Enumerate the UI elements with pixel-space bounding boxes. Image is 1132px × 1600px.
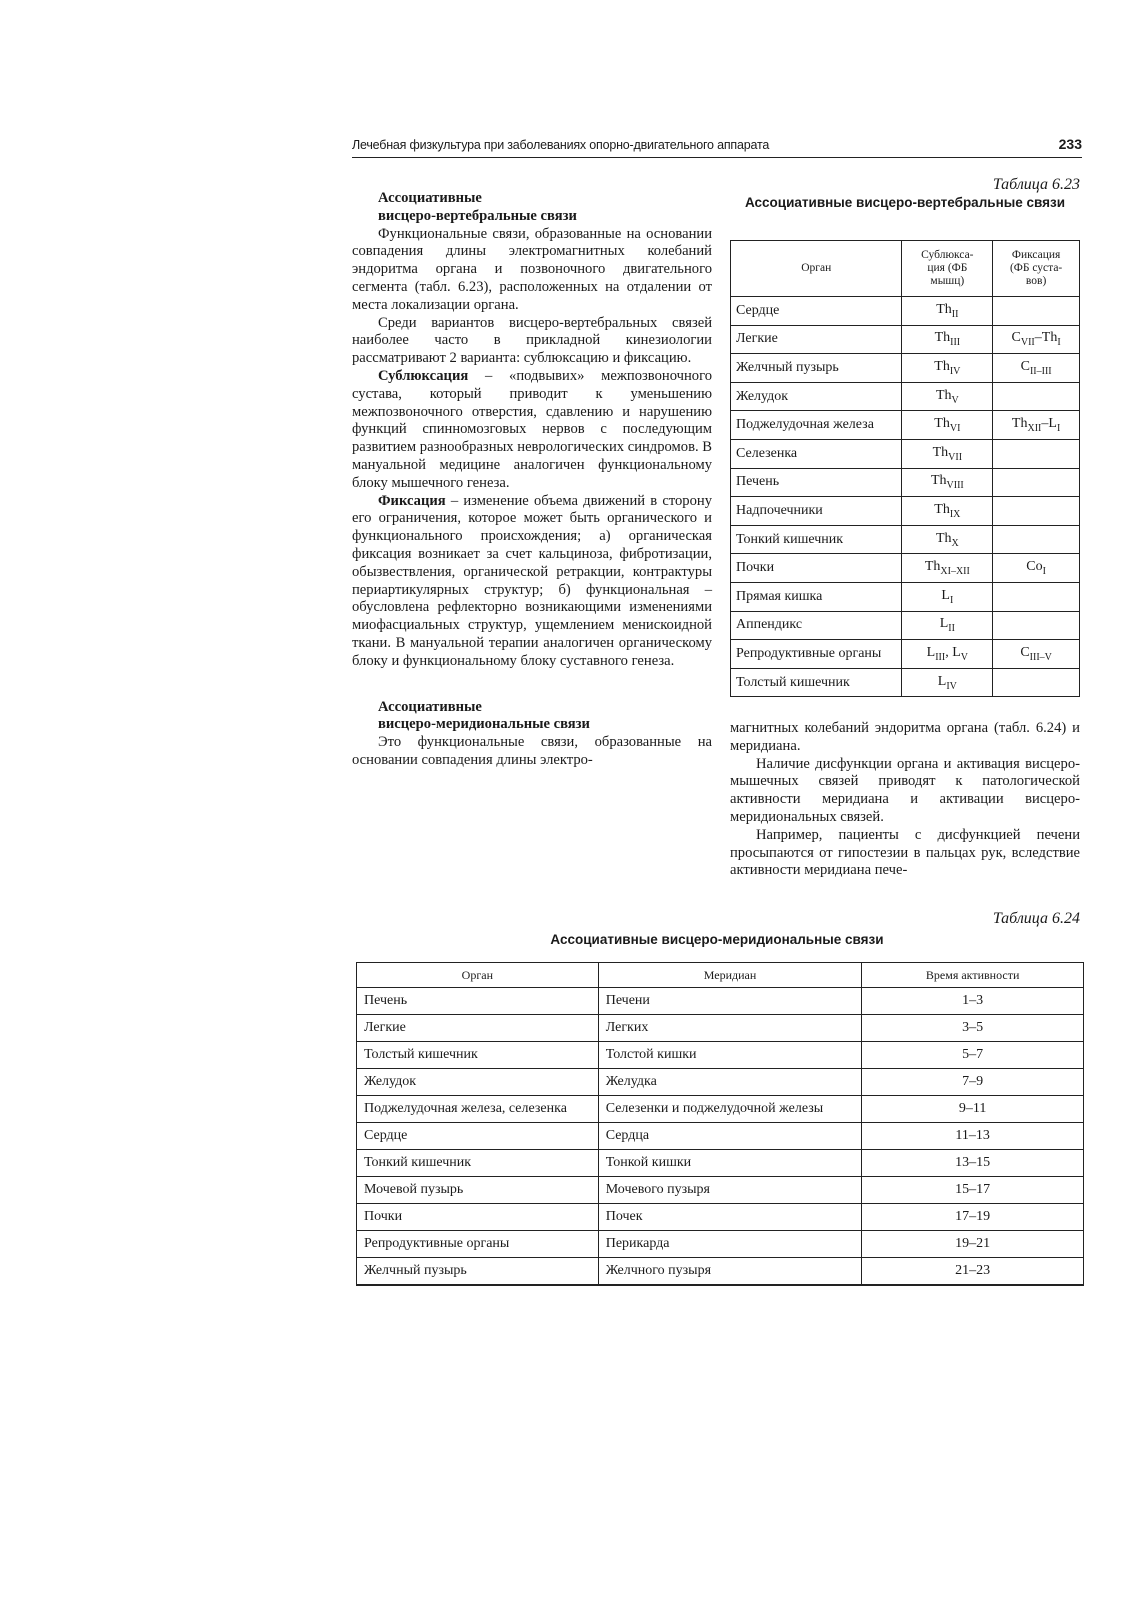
organ-cell: Тонкий кишечник — [731, 525, 902, 554]
fixation-cell: $C_{III-V}$ — [993, 640, 1080, 669]
subluxation-cell: $Th_V$ — [902, 382, 993, 411]
paragraph: Фиксация – изменение объема движений в сторону его ограничения, которое может быть органического и функционального происхождения; а) органическая фиксация возникает за счет кальциноза, фибротизации, обызвествления, органической ретракции, контрактуры периартикулярных структур; б) функциональная – обусловлена рефлекторно возникающими изменениями миофасциальных структур, ущемлением менискоидной ткани. В мануальной терапии аналогичен органическому блоку и функциональному блоку суставного генеза. — [352, 492, 712, 669]
header-organ: Орган — [357, 963, 599, 988]
table-row — [731, 582, 1080, 611]
meridian-cell: Селезенки и поджелудочной железы — [598, 1096, 862, 1123]
fixation-cell — [993, 468, 1080, 497]
activity-time-cell: 17–19 — [862, 1204, 1084, 1231]
table-row — [731, 411, 1080, 440]
organ-cell: Мочевой пузырь — [357, 1177, 599, 1204]
table-row — [357, 1015, 1084, 1042]
running-header — [352, 136, 1082, 158]
header-organ: Орган — [731, 241, 902, 297]
organ-cell: Поджелудочная железа — [731, 411, 902, 440]
table-6-24-caption: Таблица 6.24 — [992, 910, 1080, 927]
table-row — [731, 611, 1080, 640]
meridian-cell: Печени — [598, 988, 862, 1015]
fixation-cell — [993, 439, 1080, 468]
meridian-cell: Легких — [598, 1015, 862, 1042]
subluxation-cell: $L_I$ — [902, 582, 993, 611]
activity-time-cell: 9–11 — [862, 1096, 1084, 1123]
activity-time-cell: 3–5 — [862, 1015, 1084, 1042]
table-6-23-caption: Таблица 6.23 — [992, 176, 1080, 193]
table-row — [357, 1150, 1084, 1177]
table-6-24 — [356, 962, 1084, 1286]
header-activity-time: Время активности — [862, 963, 1084, 988]
organ-cell: Желудок — [731, 382, 902, 411]
meridian-cell: Желчного пузыря — [598, 1258, 862, 1285]
subluxation-cell: $Th_{VII}$ — [902, 439, 993, 468]
subluxation-cell: $L_{IV}$ — [902, 668, 993, 697]
table-row — [731, 382, 1080, 411]
table-header-row — [357, 963, 1084, 988]
organ-cell: Прямая кишка — [731, 582, 902, 611]
organ-cell: Почки — [357, 1204, 599, 1231]
organ-cell: Сердце — [731, 297, 902, 326]
subluxation-cell: $L_{III}$, $L_V$ — [902, 640, 993, 669]
page-number: 233 — [1058, 136, 1082, 152]
organ-cell: Репродуктивные органы — [357, 1231, 599, 1258]
activity-time-cell: 5–7 — [862, 1042, 1084, 1069]
meridian-cell: Мочевого пузыря — [598, 1177, 862, 1204]
fixation-cell — [993, 525, 1080, 554]
subluxation-cell: $Th_{IX}$ — [902, 497, 993, 526]
table-row — [731, 525, 1080, 554]
table-row — [357, 1096, 1084, 1123]
paragraph: магнитных колебаний эндоритма органа (табл. 6.24) и меридиана. — [730, 720, 1080, 754]
paragraph: Функциональные связи, образованные на основании совпадения длины электромагнитных колебаний эндоритма органа и позвоночного двигательного сегмента (табл. 6.23), расположенных на отдалении от места локализации органа. — [352, 225, 712, 313]
paragraph: Наличие дисфункции органа и активация висцеро-мышечных связей приводят к патологической активности меридиана и активации висцеро-меридиональных связей. — [730, 755, 1080, 825]
table-row — [731, 297, 1080, 326]
fixation-cell: $C_{VII}-Th_I$ — [993, 325, 1080, 354]
organ-cell: Репродуктивные органы — [731, 640, 902, 669]
table-row — [731, 325, 1080, 354]
paragraph: Среди вариантов висцеро-вертебральных связей наиболее часто в прикладной кинезиологии рассматривают 2 варианта: сублюксацию и фиксацию. — [352, 314, 712, 367]
table-row — [357, 1069, 1084, 1096]
fixation-cell — [993, 297, 1080, 326]
running-header-title: Лечебная физкультура при заболеваниях опорно-двигательного аппарата — [352, 138, 770, 152]
fixation-cell — [993, 382, 1080, 411]
paragraph: Сублюксация – «подвывих» межпозвоночного сустава, который приводит к уменьшению межпозвоночного отверстия, сдавлению и нарушению функций спинномозговых нервов с последующим развитием разнообразных неврологических синдромов. В мануальной медицине аналогичен функциональному блоку мышечного генеза. — [352, 367, 713, 491]
header-subluxation: Сублюкса- ция (ФБ мышц) — [902, 241, 993, 297]
table-row — [357, 1258, 1084, 1285]
meridian-cell: Сердца — [598, 1123, 862, 1150]
organ-cell: Печень — [731, 468, 902, 497]
subluxation-cell: $Th_{XI-XII}$ — [902, 554, 993, 583]
meridian-cell: Желудка — [598, 1069, 862, 1096]
organ-cell: Сердце — [357, 1123, 599, 1150]
table-row — [357, 1042, 1084, 1069]
table-row — [731, 468, 1080, 497]
organ-cell: Толстый кишечник — [357, 1042, 599, 1069]
fixation-cell: $C_{II-III}$ — [993, 354, 1080, 383]
activity-time-cell: 1–3 — [862, 988, 1084, 1015]
organ-cell: Почки — [731, 554, 902, 583]
table-row — [731, 668, 1080, 697]
table-6-23-title: Ассоциативные висцеро-вертебральные связи — [744, 195, 1066, 210]
subluxation-cell: $Th_{IV}$ — [902, 354, 993, 383]
table-header-row — [731, 241, 1080, 297]
section-heading-vertebral: Ассоциативные висцеро-вертебральные связи — [378, 190, 577, 224]
table-row — [731, 439, 1080, 468]
table-row — [357, 988, 1084, 1015]
table-6-23 — [730, 240, 1080, 697]
organ-cell: Легкие — [731, 325, 902, 354]
table-6-24-title: Ассоциативные висцеро-меридиональные связи — [550, 932, 884, 947]
fixation-cell — [993, 611, 1080, 640]
activity-time-cell: 19–21 — [862, 1231, 1084, 1258]
table-row — [357, 1123, 1084, 1150]
table-row — [357, 1177, 1084, 1204]
table-row — [731, 354, 1080, 383]
organ-cell: Желчный пузырь — [731, 354, 902, 383]
organ-cell: Желудок — [357, 1069, 599, 1096]
table-row — [731, 554, 1080, 583]
activity-time-cell: 11–13 — [862, 1123, 1084, 1150]
activity-time-cell: 13–15 — [862, 1150, 1084, 1177]
fixation-cell: $Th_{XII}-L_I$ — [993, 411, 1080, 440]
right-column-text — [730, 720, 1080, 880]
meridian-cell: Перикарда — [598, 1231, 862, 1258]
fixation-cell — [993, 668, 1080, 697]
subluxation-cell: $L_{II}$ — [902, 611, 993, 640]
header-meridian: Меридиан — [598, 963, 862, 988]
term-subluxation: Сублюксация — [378, 367, 469, 384]
activity-time-cell: 7–9 — [862, 1069, 1084, 1096]
subluxation-cell: $Th_{VIII}$ — [902, 468, 993, 497]
header-fixation: Фиксация (ФБ суста- вов) — [993, 241, 1080, 297]
paragraph: Это функциональные связи, образованные на основании совпадения длины электро- — [352, 734, 712, 768]
activity-time-cell: 21–23 — [862, 1258, 1084, 1285]
organ-cell: Толстый кишечник — [731, 668, 902, 697]
organ-cell: Тонкий кишечник — [357, 1150, 599, 1177]
organ-cell: Аппендикс — [731, 611, 902, 640]
activity-time-cell: 15–17 — [862, 1177, 1084, 1204]
subluxation-cell: $Th_X$ — [902, 525, 993, 554]
section-heading-meridional: Ассоциативные висцеро-меридиональные связи — [378, 698, 590, 733]
meridian-cell: Тонкой кишки — [598, 1150, 862, 1177]
table-row — [731, 640, 1080, 669]
organ-cell: Селезенка — [731, 439, 902, 468]
fixation-cell: $Co_I$ — [993, 554, 1080, 583]
fixation-cell — [993, 497, 1080, 526]
subluxation-cell: $Th_{II}$ — [902, 297, 993, 326]
table-row — [731, 497, 1080, 526]
organ-cell: Легкие — [357, 1015, 599, 1042]
paragraph: Например, пациенты с дисфункцией печени просыпаются от гипостезии в пальцах рук, вследствие активности меридиана пече- — [730, 826, 1080, 879]
meridian-cell: Почек — [598, 1204, 862, 1231]
table-row — [357, 1231, 1084, 1258]
term-fixation: Фиксация — [378, 492, 446, 509]
table-row — [357, 1204, 1084, 1231]
fixation-cell — [993, 582, 1080, 611]
subluxation-cell: $Th_{VI}$ — [902, 411, 993, 440]
organ-cell: Желчный пузырь — [357, 1258, 599, 1285]
organ-cell: Надпочечники — [731, 497, 902, 526]
organ-cell: Печень — [357, 988, 599, 1015]
left-column — [352, 190, 712, 770]
meridian-cell: Толстой кишки — [598, 1042, 862, 1069]
organ-cell: Поджелудочная железа, селезенка — [357, 1096, 599, 1123]
subluxation-cell: $Th_{III}$ — [902, 325, 993, 354]
